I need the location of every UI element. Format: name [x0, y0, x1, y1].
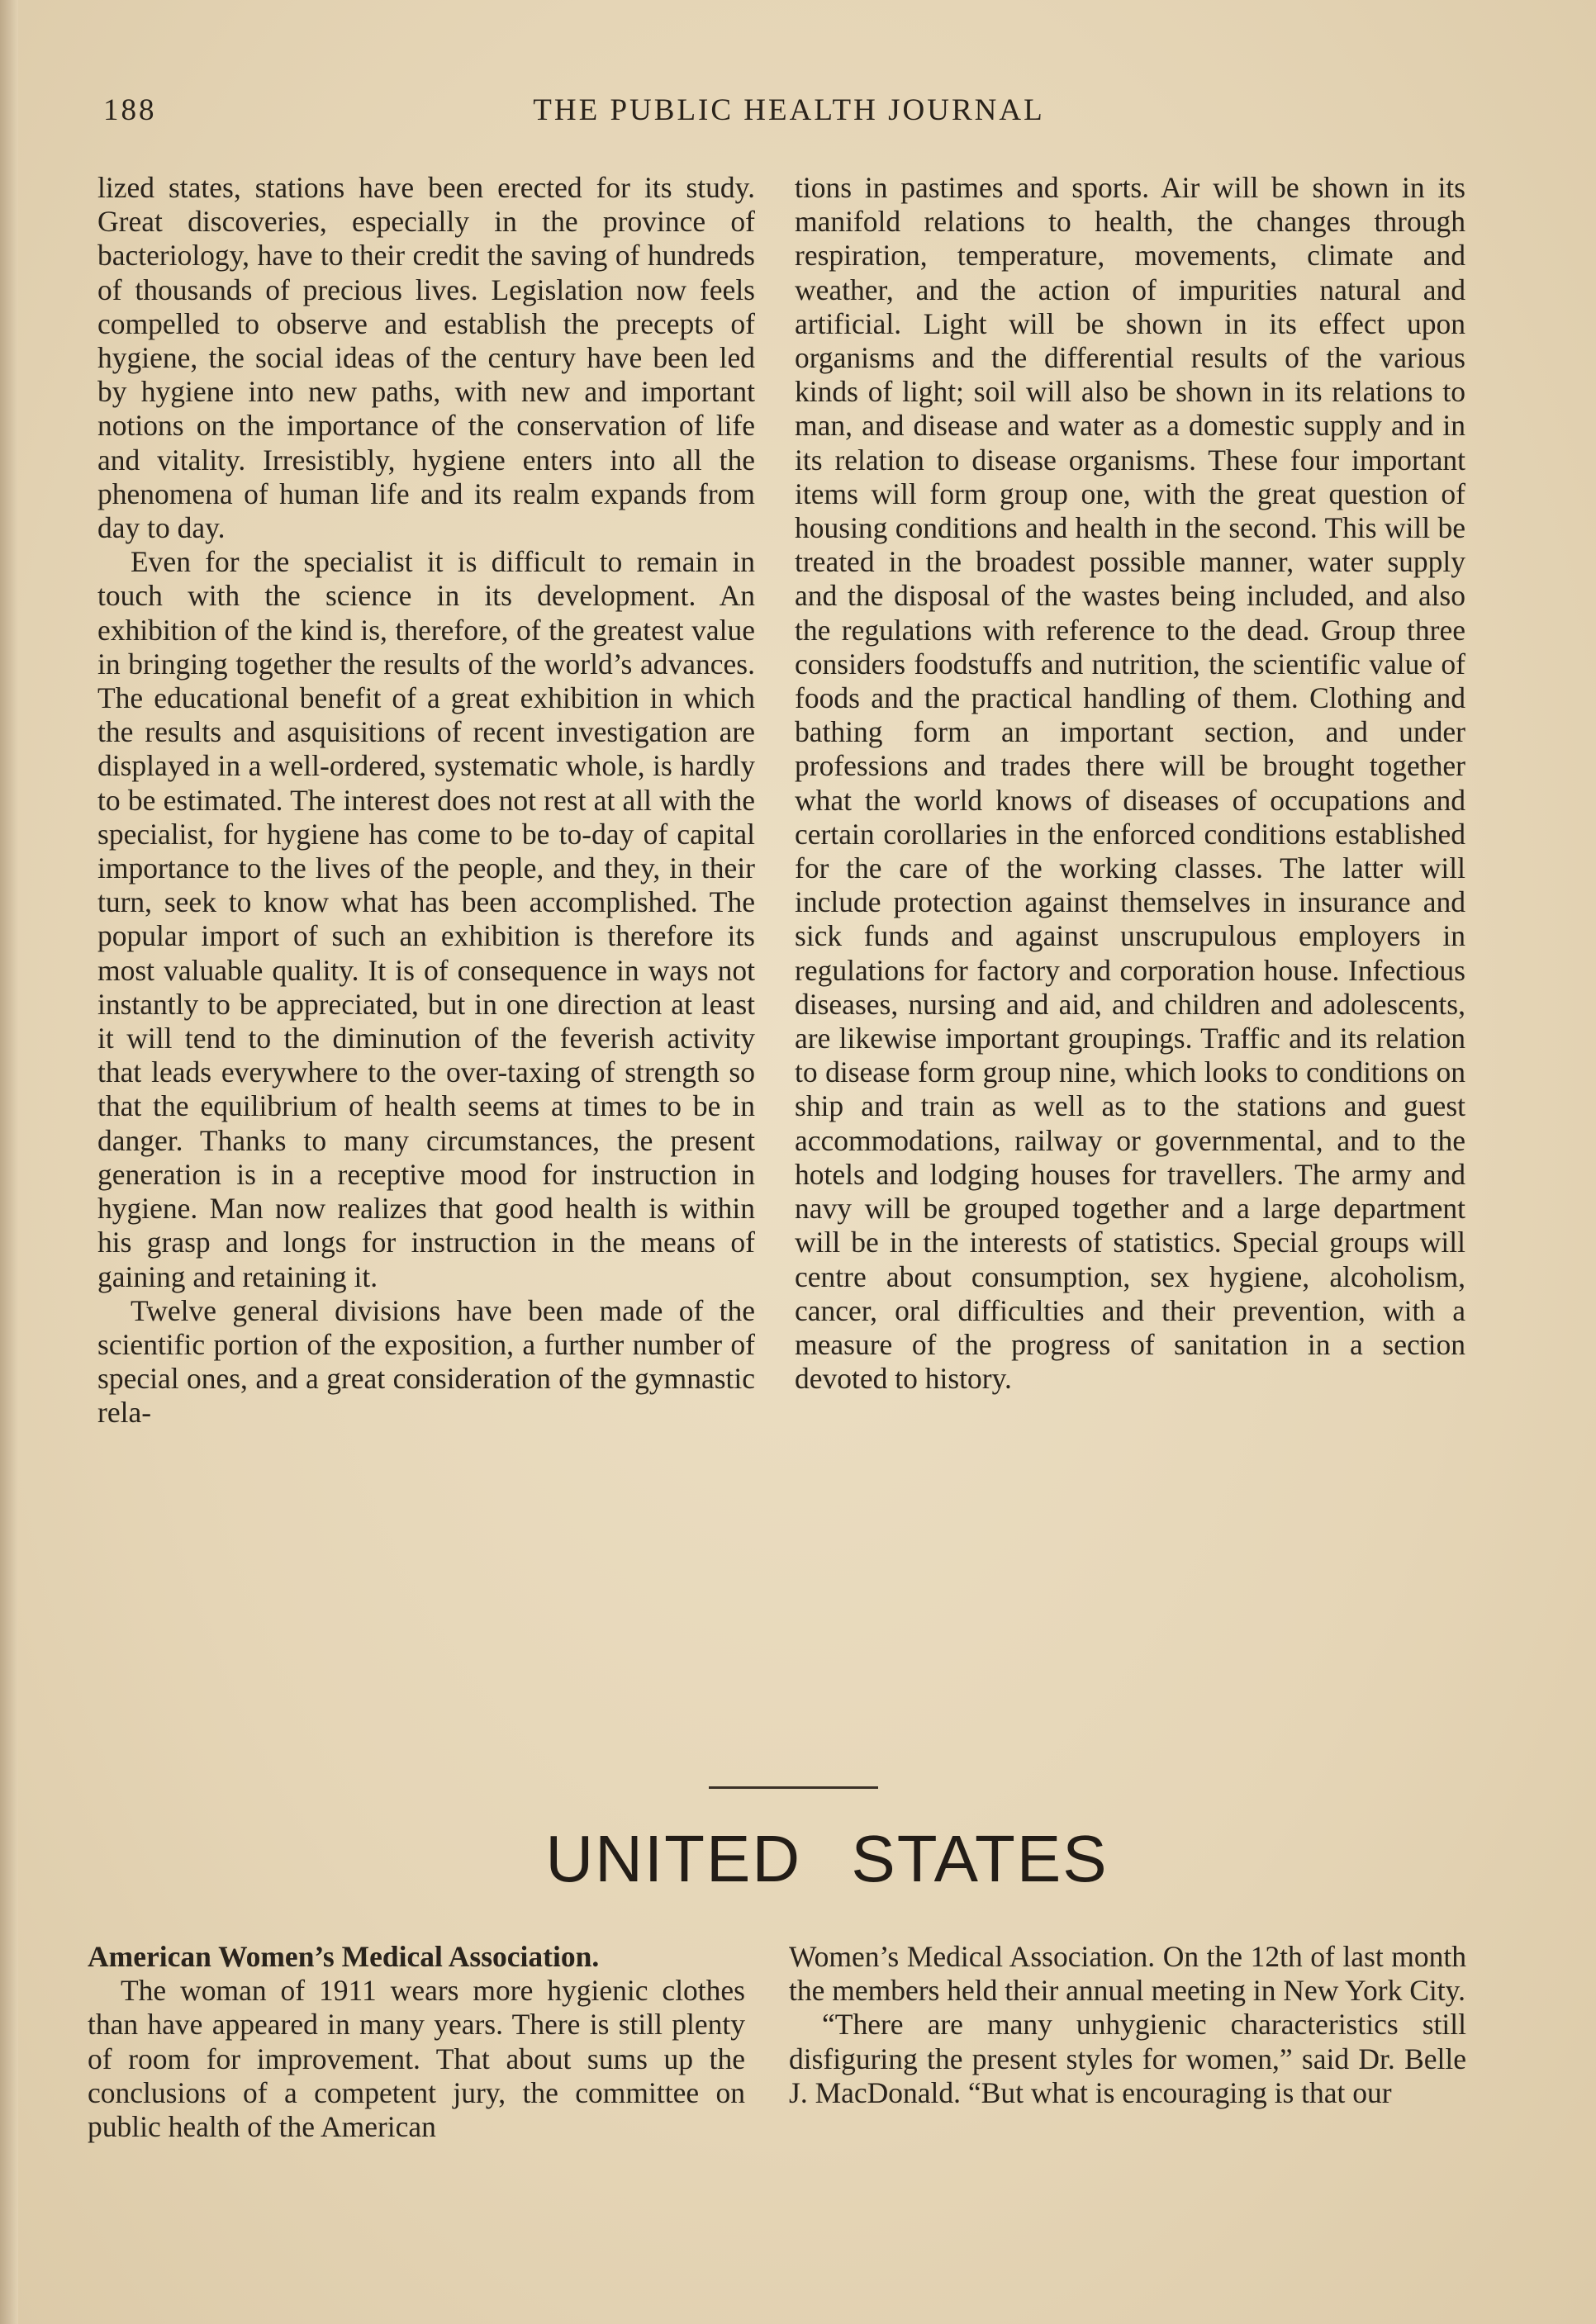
paragraph: “There are many unhygienic characteristics still disfiguring the present styles for women,” said Dr. Belle J. MacDonald. “But what is encouraging is that our	[789, 2008, 1466, 2109]
paragraph: Women’s Medical Association. On the 12th of last month the members held their annual meeting in New York City.	[789, 1940, 1466, 2008]
paragraph: Twelve general divisions have been made of the scientific portion of the exposition, a further number of special ones, and a great consideration of the gymnastic rela-	[97, 1293, 755, 1430]
left-column	[97, 171, 755, 1430]
page-header	[103, 92, 1475, 135]
paragraph: Even for the specialist it is difficult to remain in touch with the science in its development. An exhibition of the kind is, therefore, of the greatest value in bringing together the results of the world’s advances. The educational benefit of a great exhibition in which the results and asquisitions of recent investigation are displayed in a well-ordered, systematic whole, is hardly to be estimated. The interest does not rest at all with the specialist, for hygiene has come to be to-day of capital importance to the lives of the people, and they, in their turn, seek to know what has been accomplished. The popular import of such an exhibition is therefore its most valuable quality. It is of consequence in ways not instantly to be appreciated, but in one direction at least it will tend to the diminution of the feverish activity that leads everywhere to the over-taxing of strength so that the equilibrium of health seems at times to be in danger. Thanks to many circumstances, the present generation is in a receptive mood for instruction in hygiene. Man now realizes that good health is within his grasp and longs for instruction in the means of gaining and retaining it.	[97, 545, 755, 1293]
section-divider	[709, 1786, 878, 1789]
journal-title: THE PUBLIC HEALTH JOURNAL	[533, 93, 1045, 127]
paragraph: The woman of 1911 wears more hygienic clothes than have appeared in many years. There is still plenty of room for improvement. That about sums up the conclusions of a competent jury, the committee on public health of the American	[88, 1974, 745, 2144]
book-spine-shadow	[0, 0, 18, 2324]
article-left-column	[88, 1940, 745, 2144]
paragraph: tions in pastimes and sports. Air will be shown in its manifold relations to health, the changes through respiration, temperature, movements, climate and weather, and the action of impurities natural and artificial. Light will be shown in its effect upon organisms and the differential results of the various kinds of light; soil will also be shown in its relations to man, and disease and water as a domestic supply and in its relation to disease organisms. These four important items will form group one, with the great question of housing conditions and health in the second. This will be treated in the broadest possible manner, water supply and the disposal of the wastes being included, and also the regulations with reference to the dead. Group three considers foodstuffs and nutrition, the scientific value of foods and the practical handling of them. Clothing and bathing form an important section, and under professions and trades there will be brought together what the world knows of diseases of occupations and certain corollaries in the enforced conditions established for the care of the working classes. The latter will include protection against themselves in insurance and sick funds and against unscrupulous employers in regulations for factory and corporation house. Infectious diseases, nursing and aid, and children and adolescents, are likewise important groupings. Traffic and its relation to disease form group nine, which looks to conditions on ship and train as well as to the stations and guest accommodations, railway or governmental, and to the hotels and lodging houses for travellers. The army and navy will be grouped together and a large department will be in the interests of statistics. Special groups will centre about consumption, sex hygiene, alcoholism, cancer, oral difficulties and their prevention, with a measure of the progress of sanitation in a section devoted to history.	[795, 171, 1465, 1396]
article-title: American Women’s Medical Association.	[88, 1940, 600, 1973]
article-right-column	[789, 1940, 1466, 2110]
right-column	[795, 171, 1465, 1396]
paragraph: lized states, stations have been erected for its study. Great discoveries, especially in the province of bacteriology, have to their credit the saving of hundreds of thousands of precious lives. Legislation now feels compelled to observe and establish the precepts of hygiene, the social ideas of the century have been led by hygiene into new paths, with new and important notions on the importance of the conservation of life and vitality. Irresistibly, hygiene enters into all the phenomena of human life and its realm expands from day to day.	[97, 171, 755, 545]
page-number: 188	[103, 93, 157, 127]
section-heading: UNITED STATES	[545, 1822, 1109, 1895]
